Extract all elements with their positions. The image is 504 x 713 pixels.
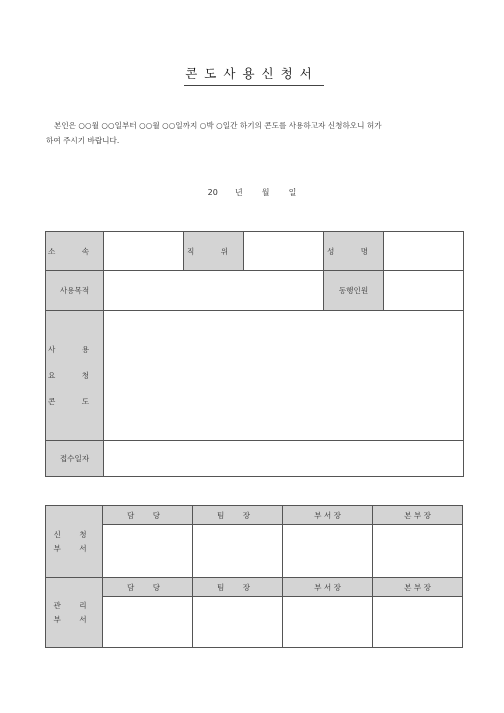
manager-sign-team-lead[interactable]	[193, 597, 283, 648]
purpose-label: 사용목적	[46, 271, 104, 311]
applicant-dept-label	[46, 506, 103, 578]
applicant-sign-dept-head[interactable]	[283, 525, 373, 578]
requested-condo-field[interactable]	[104, 311, 464, 441]
intro-paragraph	[46, 118, 472, 148]
manager-role-dept-head: 부 서 장	[283, 578, 373, 597]
date-month: 월	[261, 188, 270, 197]
date-year: 년	[234, 188, 243, 197]
managing-dept-label	[46, 578, 103, 648]
applicant-role-team-lead: 팀 장	[193, 506, 283, 525]
manager-role-team-lead: 팀 장	[193, 578, 283, 597]
manager-sign-dept-head[interactable]	[283, 597, 373, 648]
date-day: 일	[288, 188, 297, 197]
applicant-sign-staff[interactable]	[103, 525, 193, 578]
managing-dept-label-line-1: 관 리	[53, 600, 95, 610]
applicant-dept-label-line-1: 신 청	[53, 529, 95, 539]
applicant-dept-label-line-2: 부 서	[53, 543, 95, 553]
requested-condo-label-line-2: 요 청	[47, 370, 102, 380]
applicant-role-division-head: 본 부 장	[373, 506, 463, 525]
manager-role-staff: 담 당	[103, 578, 193, 597]
received-date-field[interactable]	[104, 441, 464, 477]
requested-condo-label	[46, 311, 104, 441]
affiliation-field[interactable]	[104, 232, 184, 271]
date-line	[0, 187, 504, 198]
manager-role-division-head: 본 부 장	[373, 578, 463, 597]
applicant-sign-team-lead[interactable]	[193, 525, 283, 578]
title-underline	[184, 85, 324, 86]
applicant-role-dept-head: 부 서 장	[283, 506, 373, 525]
manager-sign-division-head[interactable]	[373, 597, 463, 648]
affiliation-label: 소 속	[46, 232, 104, 271]
received-date-label: 접수일자	[46, 441, 104, 477]
application-form-table	[45, 231, 464, 477]
companions-field[interactable]	[384, 271, 464, 311]
requested-condo-label-line-3: 콘 도	[47, 396, 102, 406]
position-field[interactable]	[244, 232, 324, 271]
intro-line-1: 본인은 ○○월 ○○일부터 ○○월 ○○일까지 ○박 ○일간 하기의 콘도를 사용하고자 신청하오니 허가	[54, 121, 382, 130]
document-title: 콘도사용신청서	[185, 66, 319, 81]
approval-table	[45, 505, 463, 648]
requested-condo-label-line-1: 사 용	[47, 344, 102, 354]
purpose-field[interactable]	[104, 271, 324, 311]
manager-sign-staff[interactable]	[103, 597, 193, 648]
position-label: 직 위	[184, 232, 244, 271]
applicant-sign-division-head[interactable]	[373, 525, 463, 578]
managing-dept-label-line-2: 부 서	[53, 614, 95, 624]
date-year-prefix: 20	[207, 188, 218, 197]
name-label: 성 명	[324, 232, 384, 271]
name-field[interactable]	[384, 232, 464, 271]
applicant-role-staff: 담 당	[103, 506, 193, 525]
intro-line-2: 하여 주시기 바랍니다.	[46, 136, 120, 145]
companions-label: 동행인원	[324, 271, 384, 311]
